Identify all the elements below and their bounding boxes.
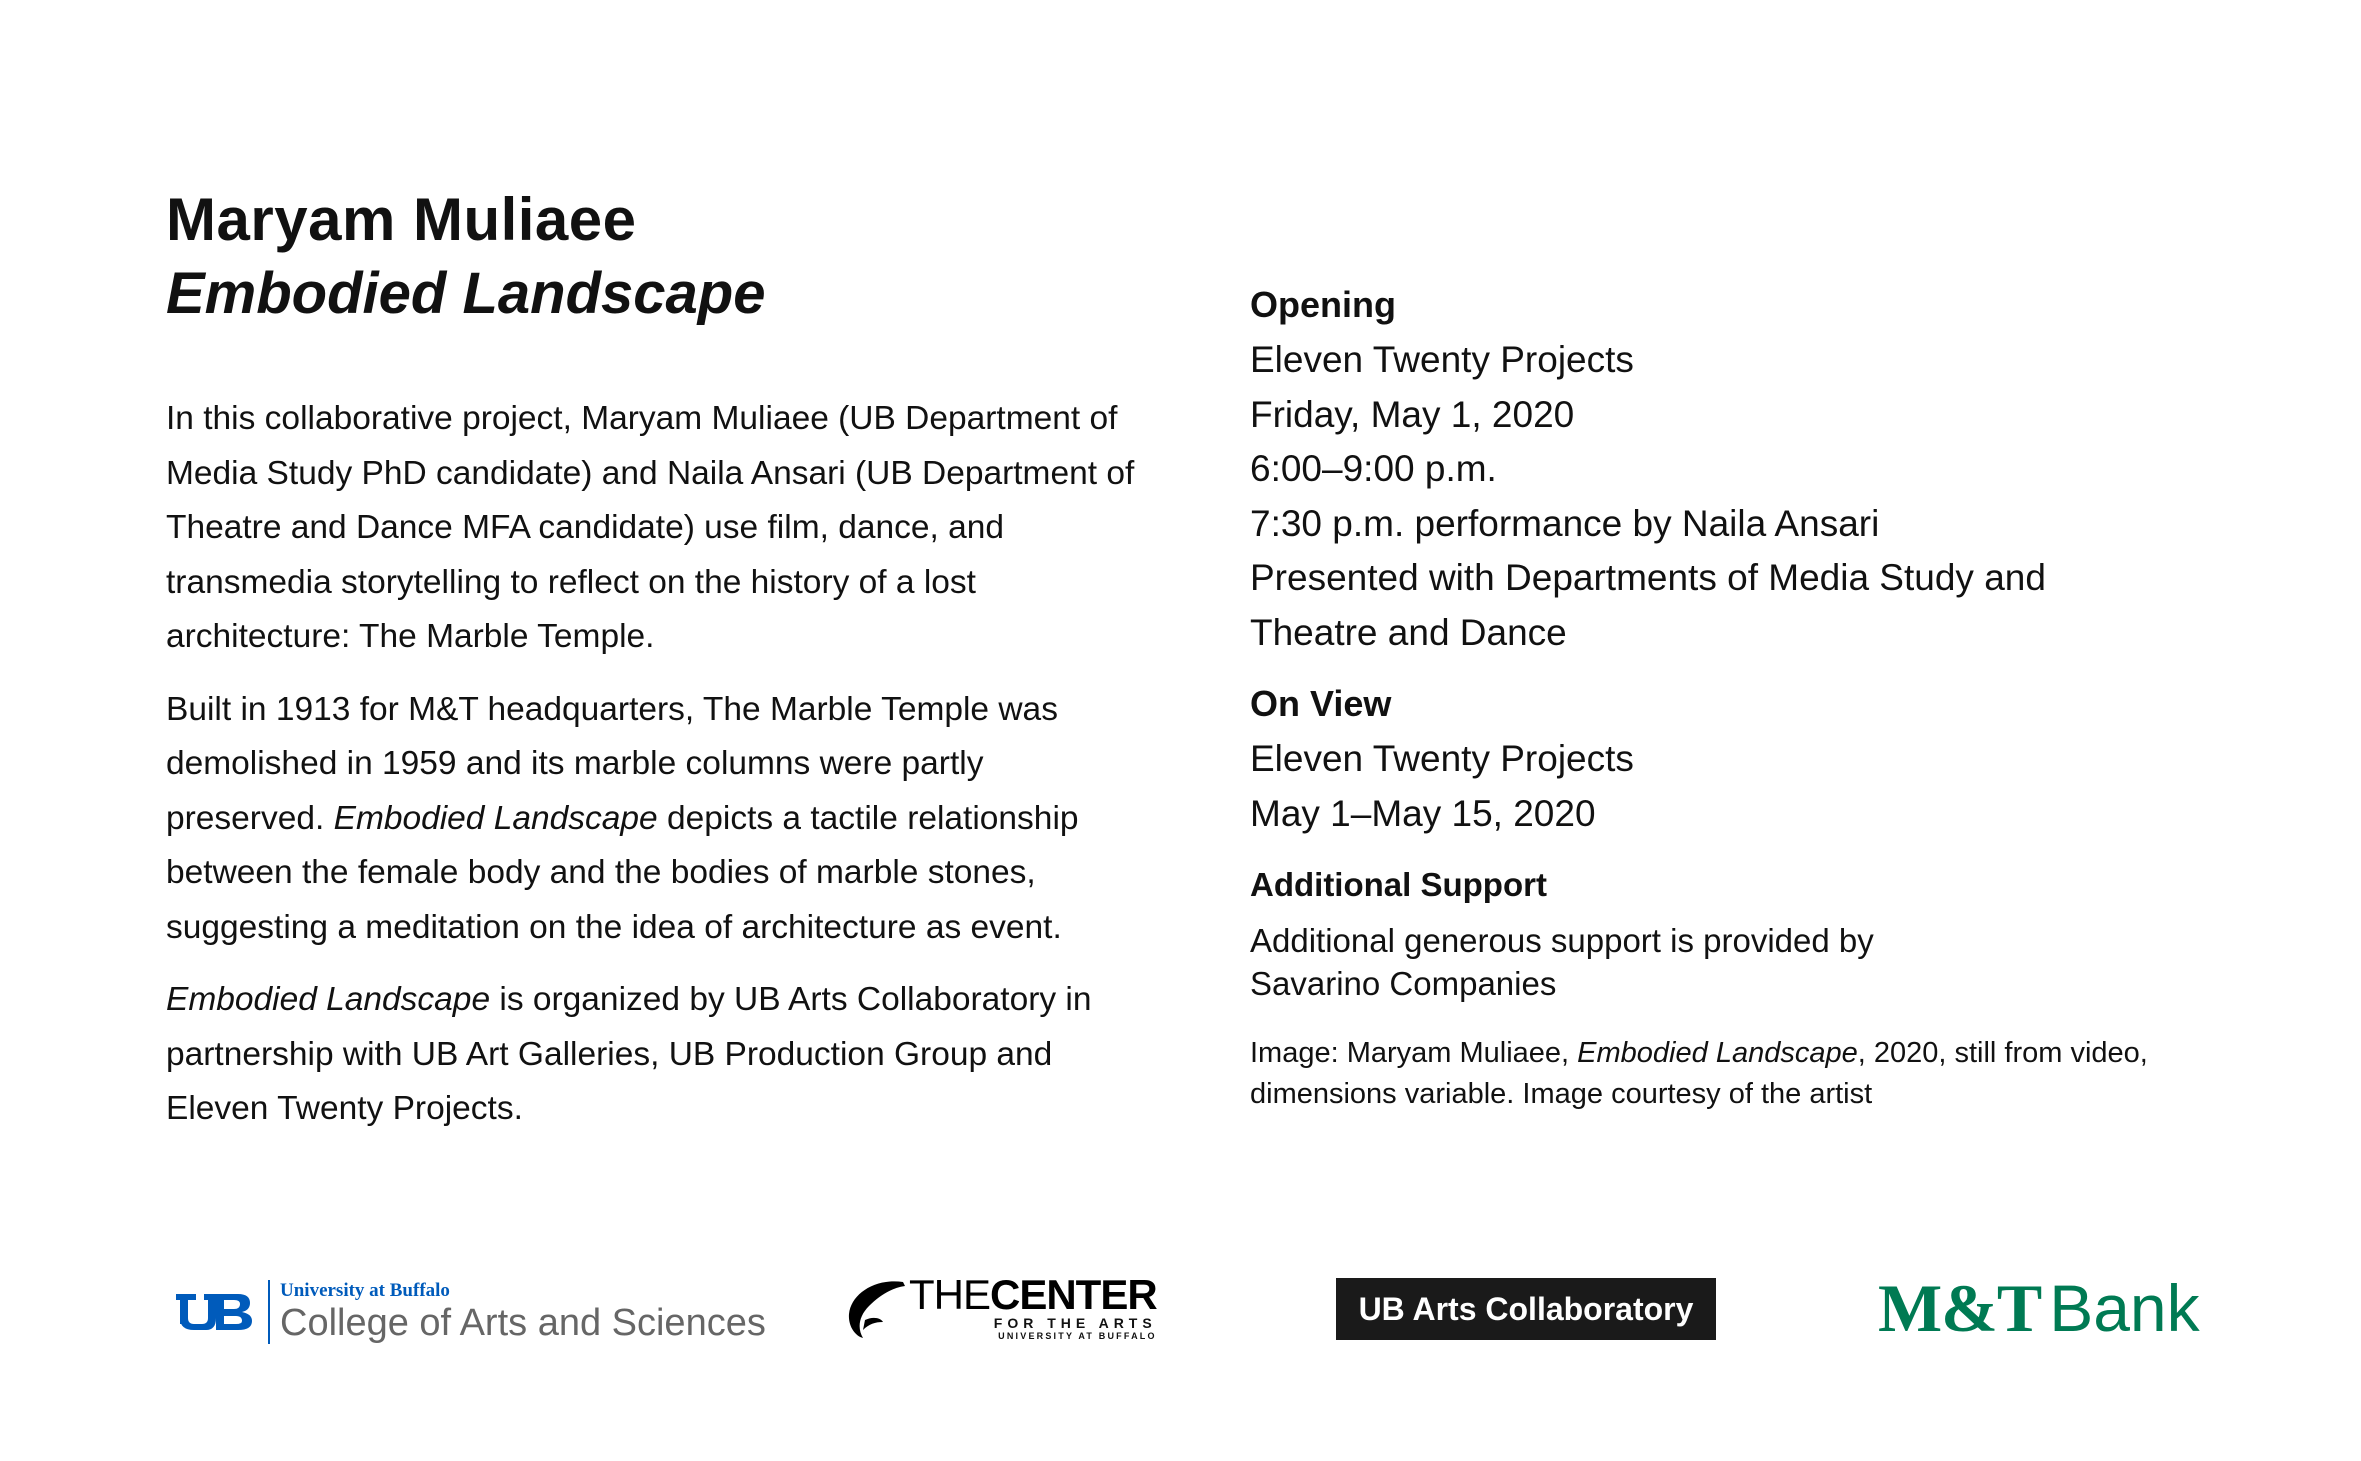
opening-heading: Opening [1250, 284, 1396, 325]
caption-line-1 [1250, 1033, 2250, 1074]
description-p2-title: Embodied Landscape [333, 799, 658, 837]
description-paragraph-2 [166, 683, 1146, 956]
support-heading: Additional Support [1250, 866, 1547, 903]
opening-presented-line-1: Presented with Departments of Media Study and [1250, 557, 2046, 598]
exhibition-description [166, 392, 1146, 1137]
opening-time: 6:00–9:00 p.m. [1250, 448, 1497, 489]
ub-college-name: College of Arts and Sciences [280, 1302, 766, 1344]
opening-venue: Eleven Twenty Projects [1250, 339, 1634, 380]
opening-section [1250, 277, 2250, 660]
on-view-heading: On View [1250, 683, 1392, 724]
exhibition-main-column [166, 184, 1146, 1155]
center-center: CENTER [990, 1271, 1157, 1318]
ub-wordmark [280, 1280, 766, 1344]
mt-bank-logo [1878, 1272, 2200, 1344]
center-wordmark [909, 1271, 1157, 1342]
center-subtitle: FOR THE ARTS [993, 1315, 1157, 1331]
support-text [1250, 919, 2250, 1005]
support-line-1: Additional generous support is provided by [1250, 922, 1874, 959]
ub-cas-logo [176, 1278, 766, 1346]
exhibition-title: Embodied Landscape [166, 261, 766, 326]
ub-arts-collaboratory-logo: UB Arts Collaboratory [1336, 1278, 1716, 1340]
center-the: THE [909, 1271, 990, 1318]
support-line-2: Savarino Companies [1250, 965, 1557, 1002]
caption-title: Embodied Landscape [1577, 1037, 1858, 1069]
image-caption [1250, 1033, 2250, 1115]
opening-presented-line-2: Theatre and Dance [1250, 611, 1567, 653]
artist-name: Maryam Muliaee [166, 186, 637, 253]
ub-university-name: University at Buffalo [280, 1280, 450, 1301]
support-section [1250, 857, 2250, 1005]
description-p3-title: Embodied Landscape [166, 981, 491, 1018]
description-paragraph-1: In this collaborative project, Maryam Muliaee (UB Department of Media Study PhD candidate) and Naila Ansari (UB Department of Theatre and Dance MFA candidate) use film, dance, and transmedia storytelling to reflect on the history of a lost architecture: The Marble Temple. [166, 400, 1135, 655]
description-paragraph-3 [166, 973, 1146, 1137]
mt-bank-mark: M&T [1878, 1270, 2042, 1346]
description-p2-end: depicts a tactile relationship between the female body and the bodies of marble stones, suggesting a meditation on the idea of architecture as event. [166, 799, 1079, 946]
mt-bank-word: Bank [2049, 1271, 2200, 1345]
caption-line-2: dimensions variable. Image courtesy of the artist [1250, 1078, 1873, 1110]
sponsor-logos [0, 1268, 2361, 1348]
center-for-the-arts-logo [845, 1271, 1157, 1342]
ub-divider [268, 1280, 270, 1344]
ub-monogram-icon [176, 1288, 254, 1336]
caption-start: Image: Maryam Muliaee, [1250, 1037, 1578, 1069]
on-view-section [1250, 676, 2250, 841]
opening-performance: 7:30 p.m. performance by Naila Ansari [1250, 502, 1880, 544]
description-p2-start: Built in 1913 for M&T headquarters, The Marble Temple was demolished in 1959 and its marble columns were partly preserved. [166, 690, 1058, 837]
on-view-dates: May 1–May 15, 2020 [1250, 792, 1596, 834]
center-title [909, 1271, 1157, 1318]
opening-date: Friday, May 1, 2020 [1250, 393, 1575, 435]
caption-end: , 2020, still from video, [1857, 1037, 2148, 1069]
on-view-venue: Eleven Twenty Projects [1250, 738, 1634, 779]
swoosh-icon [845, 1276, 907, 1340]
event-details-column [1250, 277, 2250, 1115]
description-p3-end: is organized by UB Arts Collaboratory in partnership with UB Art Galleries, UB Production Group and Eleven Twenty Projects. [166, 981, 1092, 1127]
center-university: UNIVERSITY AT BUFFALO [998, 1331, 1157, 1341]
